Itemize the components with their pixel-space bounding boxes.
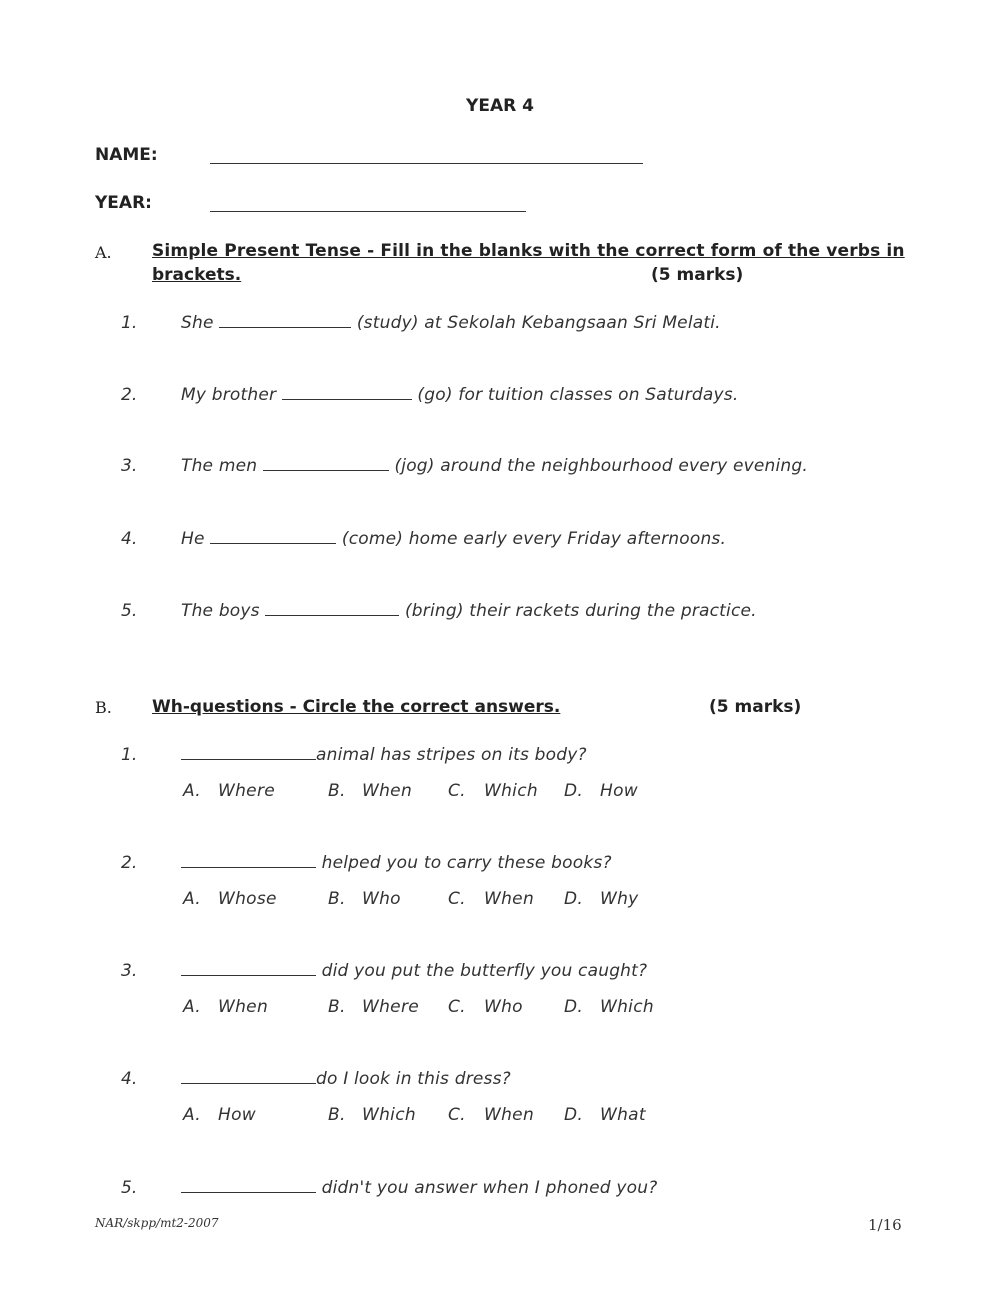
question-text: The boys xyxy=(181,601,260,621)
question-number: 2. xyxy=(121,853,138,873)
name-label: NAME: xyxy=(95,145,158,165)
answer-blank[interactable] xyxy=(181,866,316,868)
fill-blank-question xyxy=(181,529,726,549)
option-letter: D. xyxy=(564,997,584,1017)
question-text: (jog) around the neighbourhood every evening. xyxy=(394,456,809,476)
option-where[interactable]: Where xyxy=(362,997,419,1017)
option-which[interactable]: Which xyxy=(362,1105,416,1125)
section-b-marks: (5 marks) xyxy=(709,697,802,717)
question-text: My brother xyxy=(181,385,277,405)
wh-question xyxy=(181,1178,657,1198)
page-number: 1/16 xyxy=(868,1216,902,1234)
question-text: (come) home early every Friday afternoons. xyxy=(341,529,727,549)
wh-question xyxy=(181,1069,511,1089)
fill-blank-question xyxy=(181,385,738,405)
question-number: 5. xyxy=(121,601,138,621)
wh-question xyxy=(181,853,612,873)
section-a-marks: (5 marks) xyxy=(651,265,744,285)
option-letter: C. xyxy=(448,1105,466,1125)
question-number: 5. xyxy=(121,1178,138,1198)
option-when[interactable]: When xyxy=(484,1105,535,1125)
question-number: 1. xyxy=(121,745,138,765)
option-where[interactable]: Where xyxy=(218,781,275,801)
question-number: 2. xyxy=(121,385,138,405)
option-which[interactable]: Which xyxy=(600,997,654,1017)
fill-blank-question xyxy=(181,456,808,476)
answer-blank[interactable] xyxy=(181,1082,316,1084)
answer-blank[interactable] xyxy=(181,974,316,976)
question-text: (bring) their rackets during the practice. xyxy=(404,601,757,621)
question-number: 3. xyxy=(121,961,138,981)
question-text: (study) at Sekolah Kebangsaan Sri Melati. xyxy=(356,313,721,333)
answer-blank[interactable] xyxy=(265,614,399,616)
question-text: did you put the butterfly you caught? xyxy=(321,961,648,981)
question-number: 4. xyxy=(121,1069,138,1089)
option-how[interactable]: How xyxy=(600,781,638,801)
question-text: animal has stripes on its body? xyxy=(316,745,587,765)
option-whose[interactable]: Whose xyxy=(218,889,277,909)
answer-blank[interactable] xyxy=(181,1191,316,1193)
question-text: He xyxy=(181,529,205,549)
option-letter: B. xyxy=(328,889,346,909)
option-letter: B. xyxy=(328,781,346,801)
option-letter: D. xyxy=(564,1105,584,1125)
option-what[interactable]: What xyxy=(600,1105,646,1125)
answer-blank[interactable] xyxy=(181,758,316,760)
option-when[interactable]: When xyxy=(218,997,269,1017)
answer-blank[interactable] xyxy=(282,398,412,400)
section-a-letter: A. xyxy=(95,243,112,262)
option-letter: D. xyxy=(564,781,584,801)
section-a-heading-cont: brackets. xyxy=(152,265,242,285)
name-field[interactable] xyxy=(210,163,643,164)
page-title: YEAR 4 xyxy=(466,96,534,116)
question-text: do I look in this dress? xyxy=(316,1069,511,1089)
option-letter: A. xyxy=(183,889,201,909)
question-text: (go) for tuition classes on Saturdays. xyxy=(417,385,739,405)
option-letter: C. xyxy=(448,781,466,801)
option-who[interactable]: Who xyxy=(484,997,523,1017)
section-b-letter: B. xyxy=(95,698,112,717)
option-letter: C. xyxy=(448,997,466,1017)
question-number: 3. xyxy=(121,456,138,476)
fill-blank-question xyxy=(181,601,757,621)
option-letter: A. xyxy=(183,781,201,801)
option-letter: D. xyxy=(564,889,584,909)
section-b-heading: Wh-questions - Circle the correct answers. xyxy=(152,697,561,717)
year-field[interactable] xyxy=(210,211,526,212)
option-letter: B. xyxy=(328,1105,346,1125)
option-why[interactable]: Why xyxy=(600,889,639,909)
footer-code: NAR/skpp/mt2-2007 xyxy=(95,1216,219,1230)
answer-blank[interactable] xyxy=(263,469,389,471)
wh-question xyxy=(181,745,587,765)
option-when[interactable]: When xyxy=(362,781,413,801)
option-how[interactable]: How xyxy=(218,1105,256,1125)
question-text: The men xyxy=(181,456,258,476)
option-letter: A. xyxy=(183,997,201,1017)
wh-question xyxy=(181,961,647,981)
question-number: 4. xyxy=(121,529,138,549)
question-text: helped you to carry these books? xyxy=(321,853,612,873)
answer-blank[interactable] xyxy=(219,326,351,328)
option-letter: A. xyxy=(183,1105,201,1125)
answer-blank[interactable] xyxy=(210,542,336,544)
option-when[interactable]: When xyxy=(484,889,535,909)
question-number: 1. xyxy=(121,313,138,333)
question-text: She xyxy=(181,313,214,333)
year-label: YEAR: xyxy=(95,193,152,213)
question-text: didn't you answer when I phoned you? xyxy=(321,1178,658,1198)
fill-blank-question xyxy=(181,313,721,333)
option-which[interactable]: Which xyxy=(484,781,538,801)
option-letter: B. xyxy=(328,997,346,1017)
option-who[interactable]: Who xyxy=(362,889,401,909)
option-letter: C. xyxy=(448,889,466,909)
section-a-heading: Simple Present Tense - Fill in the blanks with the correct form of the verbs in xyxy=(152,241,905,261)
